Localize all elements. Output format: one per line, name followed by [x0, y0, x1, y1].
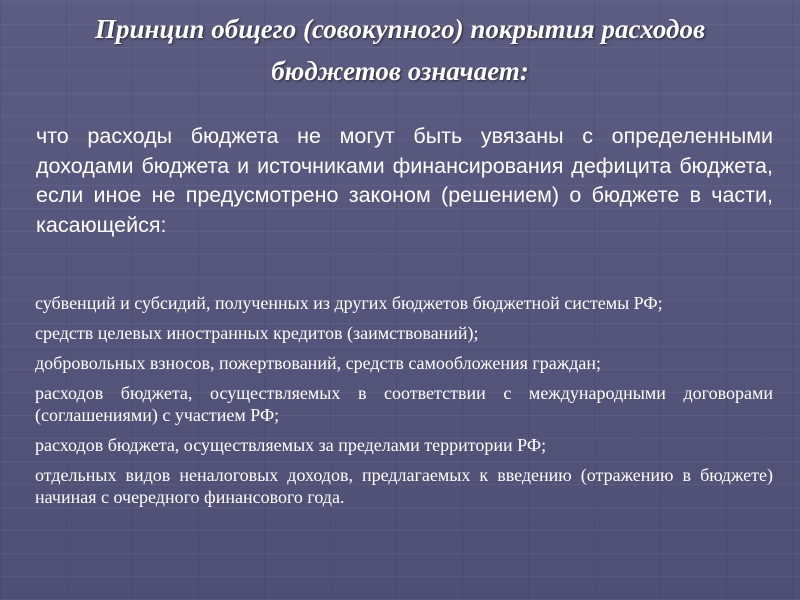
list-item: добровольных взносов, пожертвований, средств самообложения граждан;: [35, 353, 601, 373]
list-item: расходов бюджета, осуществляемых в соответствии с международными договорами (соглашениями) с участием РФ;: [35, 383, 773, 425]
list-item: средств целевых иностранных кредитов (заимствований);: [35, 323, 479, 343]
intro-paragraph: что расходы бюджета не могут быть увязаны с определенными доходами бюджета и источниками финансирования дефицита бюджета, если иное не предусмотрено законом (решением) о бюджете в части, касающейся:: [36, 124, 773, 237]
condition-list: [35, 292, 773, 508]
slide-title-line-1: Принцип общего (совокупного) покрытия расходов: [94, 14, 706, 44]
slide-title: [20, 8, 780, 92]
list-item: расходов бюджета, осуществляемых за пределами территории РФ;: [35, 435, 547, 455]
list-item: отдельных видов неналоговых доходов, предлагаемых к введению (отражению в бюджете) начиная с очередного финансового года.: [35, 465, 773, 507]
list-item: субвенций и субсидий, полученных из других бюджетов бюджетной системы РФ;: [35, 293, 663, 313]
slide-title-line-2: бюджетов означает:: [271, 56, 529, 86]
